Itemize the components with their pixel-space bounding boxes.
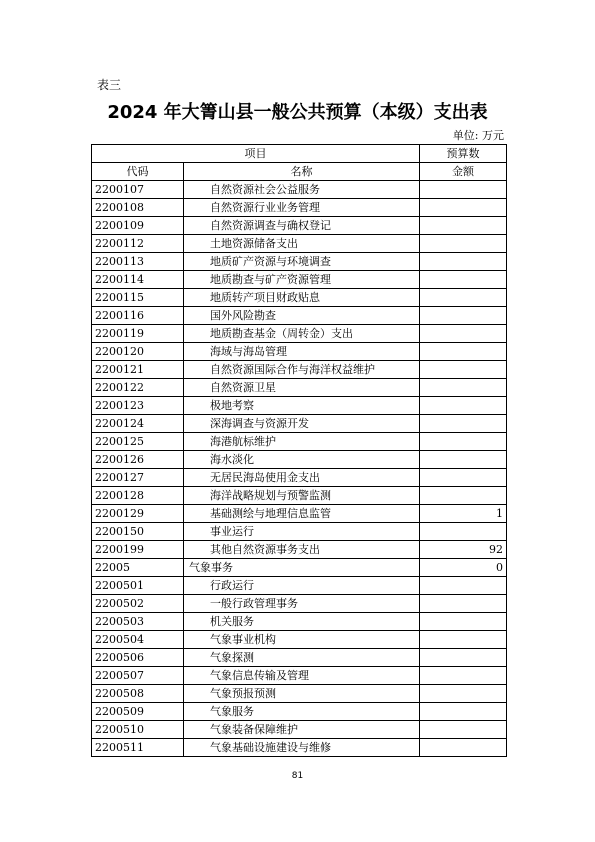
table-row [92,577,507,595]
table-row [92,289,507,307]
row-amount [420,523,507,541]
row-name: 极地考察 [184,397,420,415]
row-code: 2200115 [92,289,184,307]
row-amount [420,325,507,343]
table-row [92,487,507,505]
page-number: 81 [291,771,304,781]
row-name: 一般行政管理事务 [184,595,420,613]
row-name: 气象信息传输及管理 [184,667,420,685]
row-name: 自然资源社会公益服务 [184,181,420,199]
row-code: 2200507 [92,667,184,685]
row-code: 2200113 [92,253,184,271]
row-amount [420,613,507,631]
row-code: 2200121 [92,361,184,379]
row-code: 2200126 [92,451,184,469]
table-row [92,307,507,325]
row-name: 土地资源储备支出 [184,235,420,253]
table-label: 表三 [97,78,122,92]
document-title: 2024 年大箐山县一般公共预算（本级）支出表 [107,102,488,123]
table-row [92,685,507,703]
table-row [92,505,507,523]
row-code: 2200116 [92,307,184,325]
row-amount [420,721,507,739]
row-name: 其他自然资源事务支出 [184,541,420,559]
row-code: 2200510 [92,721,184,739]
table-body [92,181,507,757]
row-amount [420,379,507,397]
header-row-1 [92,145,507,163]
row-code: 2200509 [92,703,184,721]
row-code: 2200504 [92,631,184,649]
table-row [92,559,507,577]
table-row [92,595,507,613]
table-row [92,253,507,271]
row-code: 2200108 [92,199,184,217]
row-code: 2200124 [92,415,184,433]
row-name: 海域与海岛管理 [184,343,420,361]
row-amount [420,181,507,199]
row-amount [420,685,507,703]
table-row [92,667,507,685]
row-name: 地质勘查与矿产资源管理 [184,271,420,289]
row-name: 机关服务 [184,613,420,631]
row-name: 国外风险勘查 [184,307,420,325]
row-name: 海水淡化 [184,451,420,469]
row-code: 2200511 [92,739,184,757]
row-name: 气象事业机构 [184,631,420,649]
row-name: 地质勘查基金（周转金）支出 [184,325,420,343]
table-row [92,541,507,559]
row-name: 气象服务 [184,703,420,721]
row-code: 2200123 [92,397,184,415]
table-row [92,397,507,415]
row-amount [420,343,507,361]
table-row [92,739,507,757]
row-amount [420,271,507,289]
row-name: 自然资源卫星 [184,379,420,397]
row-name: 行政运行 [184,577,420,595]
table-row [92,181,507,199]
row-name: 气象探测 [184,649,420,667]
row-code: 2200150 [92,523,184,541]
row-code: 2200125 [92,433,184,451]
row-amount [420,199,507,217]
table-row [92,271,507,289]
budget-table [91,144,507,757]
row-name: 海港航标维护 [184,433,420,451]
row-code: 2200506 [92,649,184,667]
row-code: 22005 [92,559,184,577]
row-code: 2200109 [92,217,184,235]
table-row [92,235,507,253]
row-code: 2200128 [92,487,184,505]
table-row [92,217,507,235]
table-row [92,721,507,739]
row-code: 2200120 [92,343,184,361]
table-row [92,613,507,631]
row-amount [420,361,507,379]
row-code: 2200127 [92,469,184,487]
row-name: 自然资源国际合作与海洋权益维护 [184,361,420,379]
row-amount [420,415,507,433]
row-amount: 1 [420,505,507,523]
header-budget: 预算数 [420,145,507,163]
row-code: 2200114 [92,271,184,289]
row-code: 2200112 [92,235,184,253]
table-row [92,199,507,217]
table-row [92,343,507,361]
row-amount [420,289,507,307]
row-code: 2200501 [92,577,184,595]
row-amount [420,433,507,451]
row-amount [420,739,507,757]
row-amount [420,649,507,667]
header-name: 名称 [184,163,420,181]
row-code: 2200502 [92,595,184,613]
row-amount [420,253,507,271]
row-name: 无居民海岛使用金支出 [184,469,420,487]
row-amount [420,451,507,469]
row-name: 自然资源调查与确权登记 [184,217,420,235]
row-code: 2200129 [92,505,184,523]
row-name: 自然资源行业业务管理 [184,199,420,217]
row-name: 气象事务 [184,559,420,577]
header-code: 代码 [92,163,184,181]
row-name: 基础测绘与地理信息监管 [184,505,420,523]
row-amount [420,577,507,595]
row-amount [420,217,507,235]
row-code: 2200508 [92,685,184,703]
table-row [92,361,507,379]
row-code: 2200503 [92,613,184,631]
table-row [92,379,507,397]
row-amount [420,631,507,649]
row-code: 2200199 [92,541,184,559]
row-name: 地质转产项目财政贴息 [184,289,420,307]
row-amount [420,235,507,253]
table-row [92,451,507,469]
row-name: 气象基础设施建设与维修 [184,739,420,757]
row-amount [420,703,507,721]
row-amount [420,595,507,613]
table-row [92,631,507,649]
header-row-2 [92,163,507,181]
row-amount [420,469,507,487]
table-row [92,433,507,451]
table-row [92,415,507,433]
table-row [92,523,507,541]
row-amount [420,667,507,685]
row-code: 2200107 [92,181,184,199]
header-amount: 金额 [420,163,507,181]
row-code: 2200119 [92,325,184,343]
table-row [92,703,507,721]
table-row [92,469,507,487]
row-code: 2200122 [92,379,184,397]
row-name: 海洋战略规划与预警监测 [184,487,420,505]
table-row [92,325,507,343]
row-name: 深海调查与资源开发 [184,415,420,433]
row-amount: 92 [420,541,507,559]
row-name: 地质矿产资源与环境调查 [184,253,420,271]
row-amount: 0 [420,559,507,577]
row-name: 事业运行 [184,523,420,541]
unit-note: 单位: 万元 [452,129,504,142]
row-amount [420,307,507,325]
row-name: 气象预报预测 [184,685,420,703]
row-amount [420,487,507,505]
header-item: 项目 [92,145,420,163]
row-amount [420,397,507,415]
table-row [92,649,507,667]
row-name: 气象装备保障维护 [184,721,420,739]
